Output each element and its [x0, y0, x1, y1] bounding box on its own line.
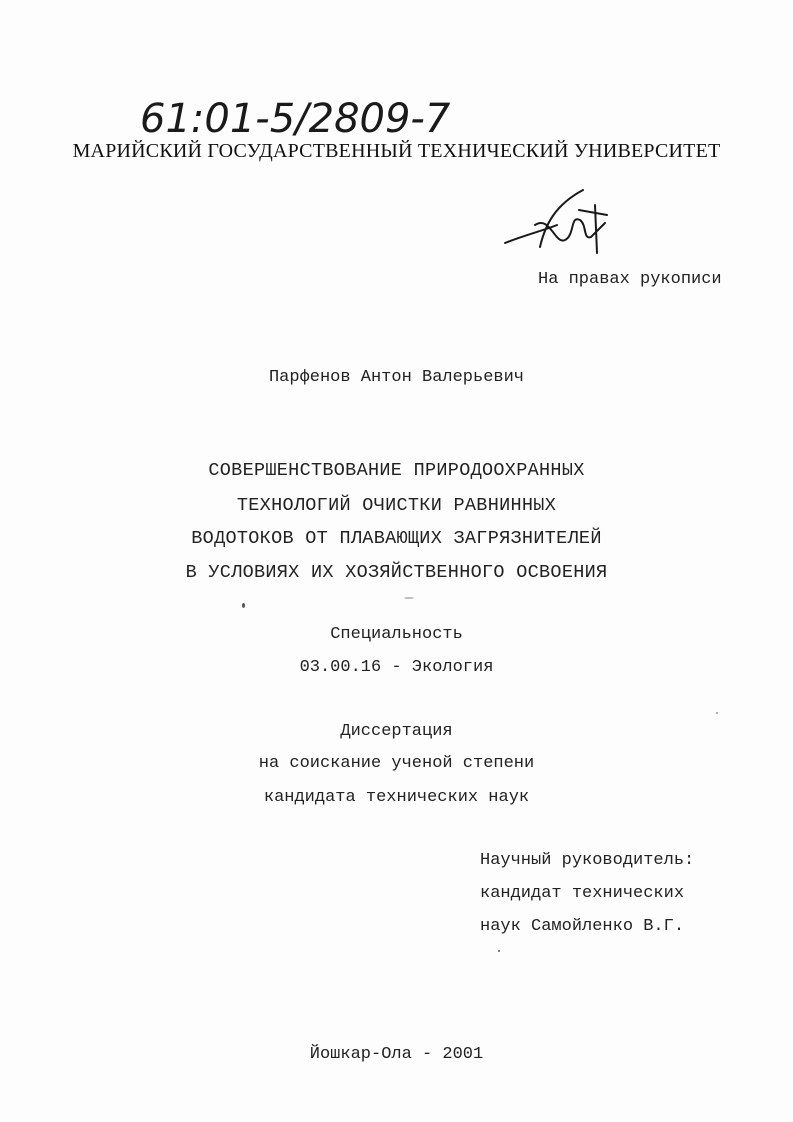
- manuscript-note: На правах рукописи: [538, 270, 722, 289]
- supervisor-line: Научный руководитель:: [480, 851, 695, 870]
- dissertation-line: на соискание ученой степени: [258, 754, 535, 773]
- city-year: Йошкар-Ола - 2001: [309, 1045, 484, 1064]
- title-line: ВОДОТОКОВ ОТ ПЛАВАЮЩИХ ЗАГРЯЗНИТЕЛЕЙ: [191, 528, 602, 549]
- title-line: В УСЛОВИЯХ ИХ ХОЗЯЙСТВЕННОГО ОСВОЕНИЯ: [185, 562, 608, 583]
- signature-icon: [495, 185, 615, 265]
- university-name: МАРИЙСКИЙ ГОСУДАРСТВЕННЫЙ ТЕХНИЧЕСКИЙ УНИВЕРСИТЕТ: [72, 140, 721, 162]
- title-line: ТЕХНОЛОГИЙ ОЧИСТКИ РАВНИННЫХ: [236, 495, 557, 516]
- specialty-label: Специальность: [330, 625, 463, 644]
- supervisor-line: наук Самойленко В.Г.: [480, 917, 685, 936]
- scan-speck: [404, 597, 414, 599]
- dissertation-line: Диссертация: [340, 722, 453, 741]
- svg-text:61:01-5/2809-7: 61:01-5/2809-7: [140, 96, 451, 142]
- scan-speck: [498, 950, 500, 952]
- scan-speck: [716, 712, 718, 714]
- scan-speck: [242, 603, 245, 608]
- dissertation-line: кандидата технических наук: [263, 788, 530, 807]
- supervisor-line: кандидат технических: [480, 884, 685, 903]
- specialty-value: 03.00.16 - Экология: [299, 658, 494, 677]
- title-line: СОВЕРШЕНСТВОВАНИЕ ПРИРОДООХРАННЫХ: [208, 460, 585, 481]
- author-name: Парфенов Антон Валерьевич: [268, 368, 525, 387]
